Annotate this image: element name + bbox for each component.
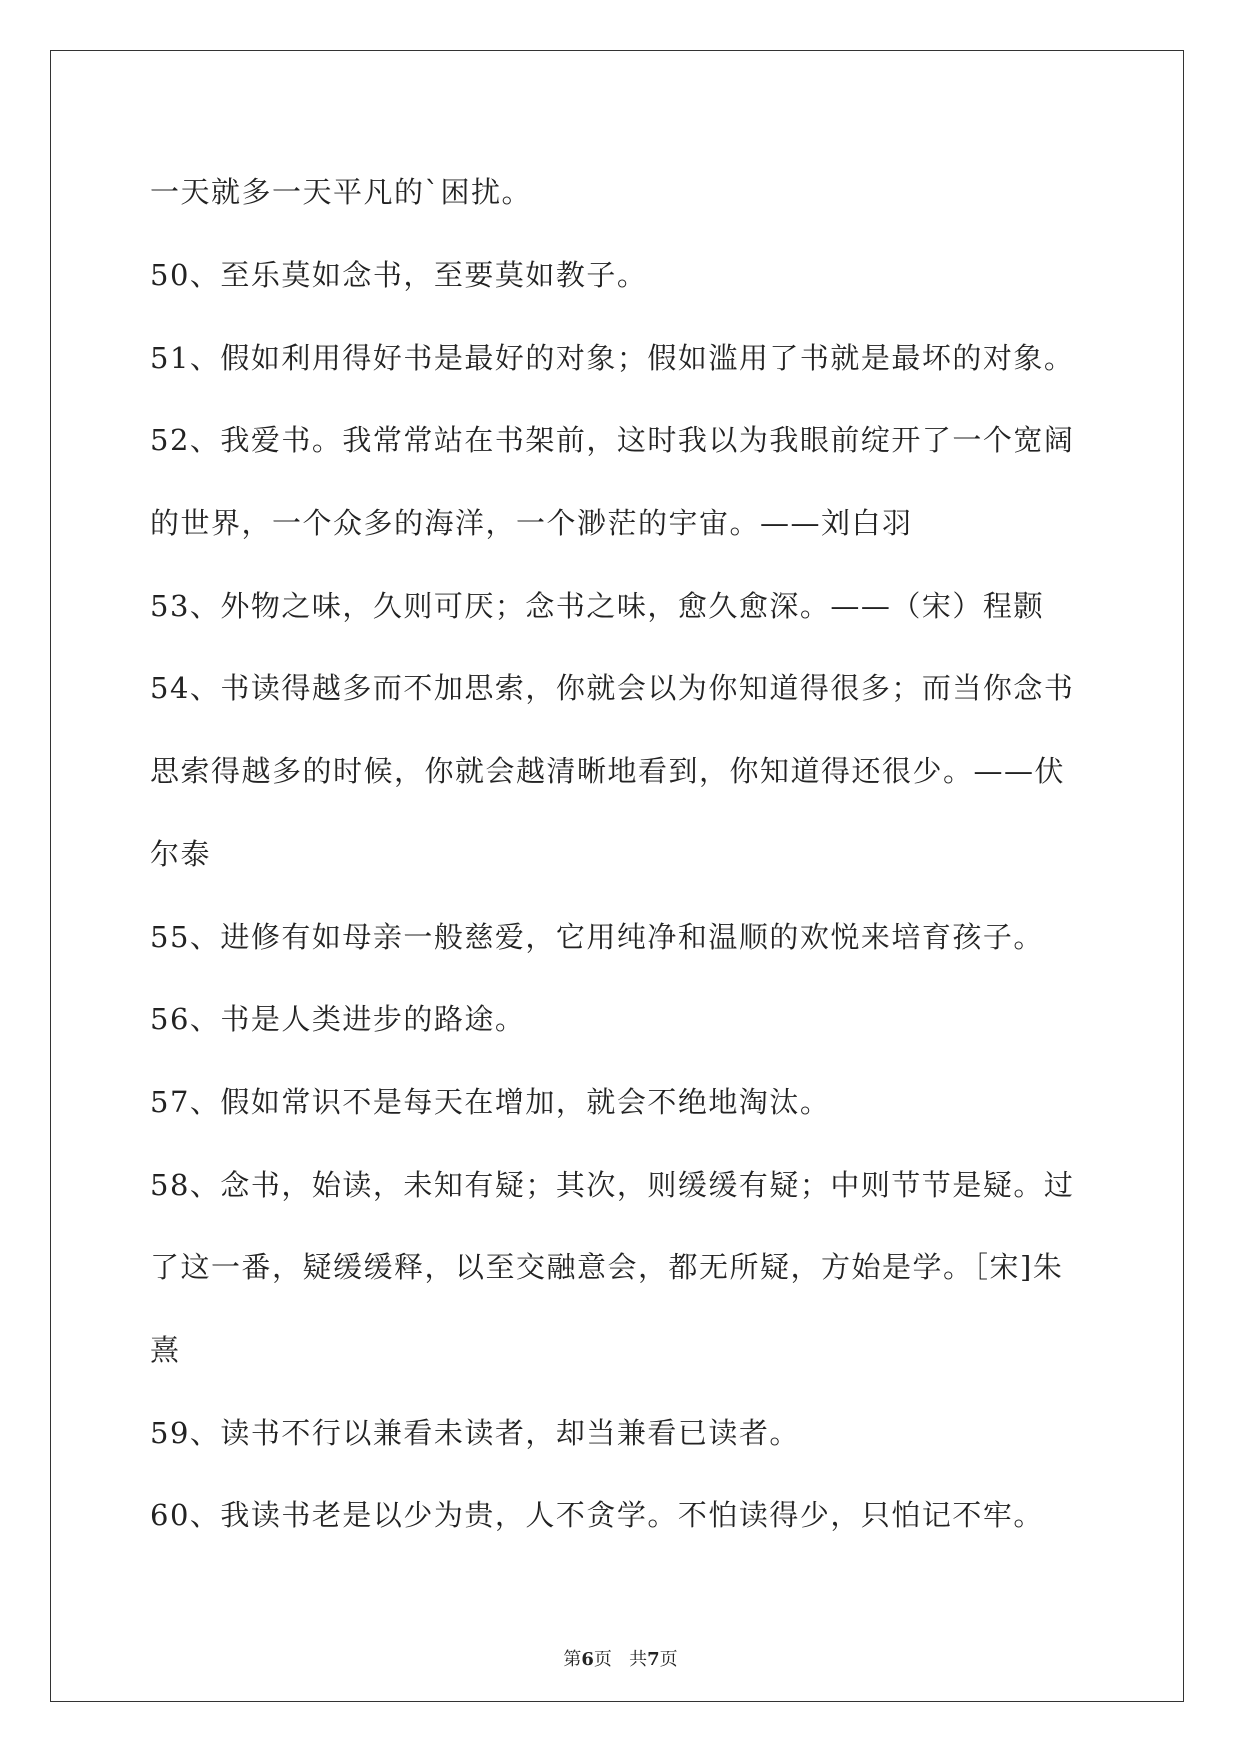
text-line: 59、读书不行以兼看未读者，却当兼看已读者。 [150,1416,800,1450]
text-line: 了这一番，疑缓缓释，以至交融意会，都无所疑，方始是学。［宋]朱 [150,1250,1064,1284]
text-line: 58、念书，始读，未知有疑；其次，则缓缓有疑；中则节节是疑。过 [150,1168,1075,1202]
text-line: 55、进修有如母亲一般慈爱，它用纯净和温顺的欢悦来培育孩子。 [150,920,1044,954]
page-border [50,50,1184,1702]
text-line: 熹 [150,1333,181,1367]
text-line: 60、我读书老是以少为贵，人不贪学。不怕读得少，只怕记不牢。 [150,1498,1044,1532]
text-line: 50、至乐莫如念书，至要莫如教子。 [150,258,648,292]
text-line: 一天就多一天平凡的`困扰。 [150,175,533,209]
total-label-suffix: 页 [659,1649,678,1670]
text-line: 尔泰 [150,837,212,871]
text-line: 思索得越多的时候，你就会越清晰地看到，你知道得还很少。——伏 [150,754,1066,788]
total-pages: 7 [647,1649,660,1670]
text-line: 52、我爱书。我常常站在书架前，这时我以为我眼前绽开了一个宽阔 [150,423,1075,457]
text-line: 57、假如常识不是每天在增加，就会不绝地淘汰。 [150,1085,831,1119]
text-line: 51、假如利用得好书是最好的对象；假如滥用了书就是最坏的对象。 [150,341,1075,375]
text-line: 56、书是人类进步的路途。 [150,1002,526,1036]
text-line: 53、外物之味，久则可厌；念书之味，愈久愈深。——（宋）程颢 [150,589,1044,623]
page-label-suffix: 页 [593,1649,612,1670]
page-label-prefix: 第 [563,1649,582,1670]
page-number: 6 [581,1649,594,1670]
text-line: 54、书读得越多而不加思索，你就会以为你知道得很多；而当你念书 [150,671,1075,705]
text-line: 的世界，一个众多的海洋，一个渺茫的宇宙。——刘白羽 [150,506,913,540]
page-footer [0,1648,1241,1672]
total-label-prefix: 共 [629,1649,648,1670]
